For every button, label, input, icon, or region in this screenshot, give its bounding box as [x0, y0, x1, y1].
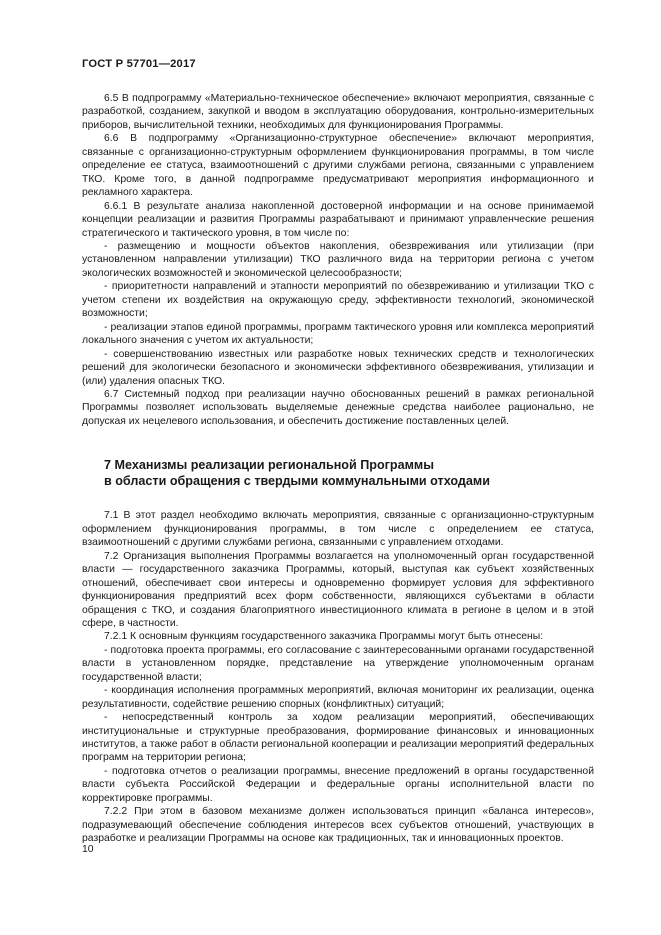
- list-item: - подготовка проекта программы, его согласование с заинтересованными органами государственной власти в установленном порядке, представление на утверждение уполномоченным органам государственной власти;: [82, 644, 594, 683]
- section-7-heading: [104, 458, 594, 489]
- list-item: - приоритетности направлений и этапности мероприятий по обезвреживанию и утилизации ТКО с учетом степени их воздействия на окружающую среду, эффективности технологий, экономической возможности;: [82, 281, 594, 320]
- paragraph-7-2: 7.2 Организация выполнения Программы возлагается на уполномоченный орган государственной власти — государственного заказчика Программы, который, выступая как субъект хозяйственных отношений, обеспечивает свои интересы и одновременно формирует условия для эффективного функционирования предприятий всех форм собственности, являющихся субъектами в области обращения с ТКО, и создания благоприятного инвестиционного климата в регионе в целом и в этой сфере, в частности.: [82, 550, 594, 629]
- list-item: - непосредственный контроль за ходом реализации мероприятий, обеспечивающих институциональные и структурные преобразования, формирование финансовых и инновационных институтов, а также работ в области региональной кооперации и реализации мероприятий федеральных программ на территории региона;: [82, 712, 594, 764]
- document-body: [82, 92, 594, 846]
- document-code-header: ГОСТ Р 57701—2017: [82, 58, 196, 70]
- paragraph-6-6-1: 6.6.1 В результате анализа накопленной достоверной информации и на основе принимаемой концепции реализации и развития Программы разрабатывают и принимают управленческие решения стратегического и тактического уровня, в том числе по:: [82, 200, 594, 239]
- paragraph-6-5: 6.5 В подпрограмму «Материально-техническое обеспечение» включают мероприятия, связанные с разработкой, созданием, закупкой и вводом в эксплуатацию оборудования, контрольно-измерительных приборов, вычислительной техники, необходимых для функционирования Программы.: [82, 93, 594, 131]
- page-number: 10: [82, 844, 94, 855]
- section-7-heading-line2: в области обращения с твердыми коммунальными отходами: [104, 473, 490, 488]
- paragraph-6-7: 6.7 Системный подход при реализации научно обоснованных решений в рамках региональной Программы позволяет использовать выделяемые денежные средства наиболее рационально, не допуская их нецелевого использования, и обеспечить достижение поставленных целей.: [82, 388, 594, 427]
- section-7-heading-line1: 7 Механизмы реализации региональной Программы: [104, 458, 435, 473]
- list-item: - реализации этапов единой программы, программ тактического уровня или комплекса мероприятий локального значения с учетом их актуальности;: [82, 321, 594, 347]
- list-item: - совершенствованию известных или разработке новых технических средств и технологических решений для экологически безопасного и экономически эффективного обезвреживания, утилизации и (или) удаления опасных ТКО.: [82, 348, 594, 387]
- paragraph-6-6: 6.6 В подпрограмму «Организационно-структурное обеспечение» включают мероприятия, связанные с организационно-структурным оформлением функционирования программы, в том числе определение ее статуса, взаимоотношений с другими службами региона, связанными с управлением ТКО. Кроме того, в данной подпрограмме предусматривают мероприятия информационного и рекламного характера.: [82, 133, 594, 199]
- list-item: - координация исполнения программных мероприятий, включая мониторинг их реализации, оценка результативности, содействие решению спорных (конфликтных) ситуаций;: [82, 685, 594, 710]
- paragraph-7-2-2: 7.2.2 При этом в базовом механизме должен использоваться принцип «баланса интересов», подразумевающий обеспечение соблюдения интересов всех субъектов отношений, участвующих в разработке и реализации Программы на основе как традиционных, так и инновационных проектов.: [82, 806, 594, 845]
- paragraph-7-2-1: 7.2.1 К основным функциям государственного заказчика Программы могут быть отнесены:: [104, 631, 544, 643]
- paragraph-7-1: 7.1 В этот раздел необходимо включать мероприятия, связанные с организационно-структурным оформлением функционирования программы, в том числе с определением ее статуса, взаимоотношений с другими службами региона, связанными с управлением отходами.: [82, 510, 594, 549]
- list-item: - подготовка отчетов о реализации программы, внесение предложений в органы государственной власти субъекта Российской Федерации и федеральные органы исполнительной власти по корректировке программы.: [82, 765, 594, 804]
- list-item: - размещению и мощности объектов накопления, обезвреживания или утилизации (при установленном направлении утилизации) ТКО различного вида на территории региона с учетом экологических возможностей и экономической целесообразности;: [82, 240, 594, 279]
